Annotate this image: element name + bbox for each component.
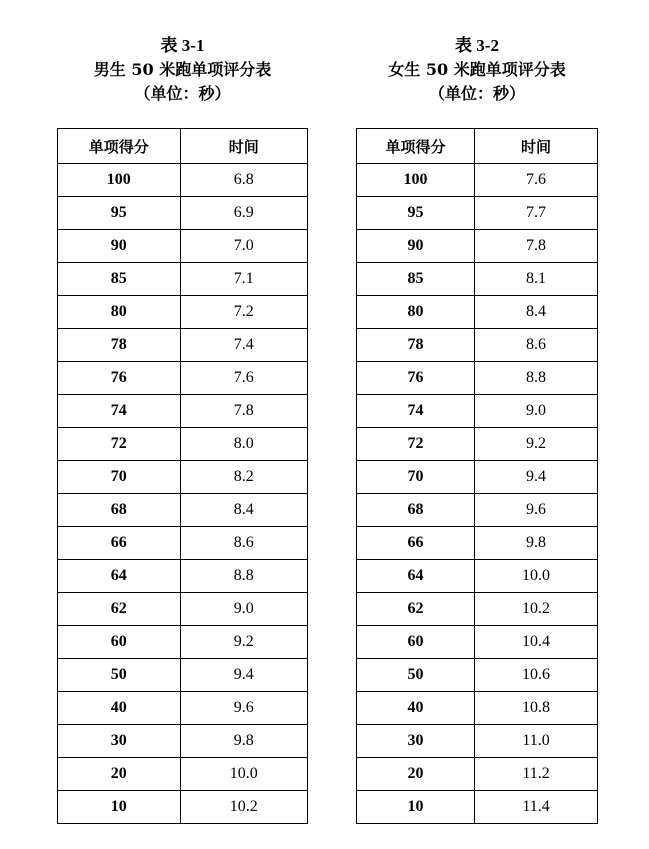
table-row: [58, 164, 308, 197]
table-caption: [57, 34, 308, 106]
time-cell: 9.4: [180, 659, 308, 692]
table-header-row: [357, 129, 598, 164]
table-row: [357, 197, 598, 230]
score-cell: 70: [58, 461, 181, 494]
score-cell: 78: [58, 329, 181, 362]
table-row: [357, 791, 598, 824]
table-unit: （单位：秒）: [134, 84, 231, 103]
score-cell: 68: [58, 494, 181, 527]
table-row: [357, 461, 598, 494]
table-number: 表 3-2: [455, 36, 499, 55]
score-cell: 20: [357, 758, 475, 791]
score-cell: 62: [58, 593, 181, 626]
time-cell: 11.4: [475, 791, 598, 824]
time-cell: 7.6: [180, 362, 308, 395]
table-row: [58, 692, 308, 725]
table-title: 女生 50 米跑单项评分表: [388, 60, 566, 79]
score-table: [356, 128, 598, 824]
time-cell: 7.0: [180, 230, 308, 263]
table-row: [58, 197, 308, 230]
score-cell: 66: [58, 527, 181, 560]
time-cell: 8.8: [180, 560, 308, 593]
header-score: 单项得分: [357, 129, 475, 164]
time-cell: 10.4: [475, 626, 598, 659]
time-cell: 7.4: [180, 329, 308, 362]
score-cell: 72: [357, 428, 475, 461]
score-cell: 40: [58, 692, 181, 725]
table-row: [357, 494, 598, 527]
table-row: [357, 296, 598, 329]
table-row: [58, 593, 308, 626]
header-score: 单项得分: [58, 129, 181, 164]
score-cell: 95: [58, 197, 181, 230]
score-cell: 30: [58, 725, 181, 758]
table-row: [357, 659, 598, 692]
score-cell: 100: [357, 164, 475, 197]
time-cell: 9.4: [475, 461, 598, 494]
table-row: [357, 230, 598, 263]
table-row: [357, 428, 598, 461]
score-cell: 90: [357, 230, 475, 263]
header-time: 时间: [180, 129, 308, 164]
score-cell: 20: [58, 758, 181, 791]
score-cell: 74: [357, 395, 475, 428]
table-header-row: [58, 129, 308, 164]
score-cell: 50: [357, 659, 475, 692]
score-cell: 50: [58, 659, 181, 692]
time-cell: 7.2: [180, 296, 308, 329]
time-cell: 6.9: [180, 197, 308, 230]
time-cell: 11.0: [475, 725, 598, 758]
time-cell: 11.2: [475, 758, 598, 791]
time-cell: 7.8: [180, 395, 308, 428]
time-cell: 10.2: [180, 791, 308, 824]
table-row: [357, 362, 598, 395]
time-cell: 7.7: [475, 197, 598, 230]
table-row: [58, 626, 308, 659]
table-row: [357, 560, 598, 593]
time-cell: 8.1: [475, 263, 598, 296]
score-cell: 30: [357, 725, 475, 758]
score-cell: 76: [357, 362, 475, 395]
table-row: [357, 692, 598, 725]
table-row: [357, 758, 598, 791]
table-row: [357, 527, 598, 560]
time-cell: 8.6: [475, 329, 598, 362]
time-cell: 8.0: [180, 428, 308, 461]
score-cell: 80: [357, 296, 475, 329]
time-cell: 7.8: [475, 230, 598, 263]
score-cell: 64: [357, 560, 475, 593]
time-cell: 9.0: [475, 395, 598, 428]
table-row: [357, 626, 598, 659]
table-caption: [356, 34, 598, 106]
time-cell: 10.6: [475, 659, 598, 692]
score-cell: 85: [357, 263, 475, 296]
score-cell: 95: [357, 197, 475, 230]
time-cell: 9.2: [180, 626, 308, 659]
time-cell: 8.6: [180, 527, 308, 560]
score-cell: 64: [58, 560, 181, 593]
score-cell: 60: [58, 626, 181, 659]
time-cell: 9.2: [475, 428, 598, 461]
score-cell: 90: [58, 230, 181, 263]
table-row: [58, 659, 308, 692]
table-row: [58, 230, 308, 263]
table-block-male: [57, 34, 308, 815]
time-cell: 9.0: [180, 593, 308, 626]
table-row: [357, 329, 598, 362]
table-row: [58, 395, 308, 428]
score-cell: 80: [58, 296, 181, 329]
table-row: [357, 593, 598, 626]
table-row: [58, 560, 308, 593]
time-cell: 10.2: [475, 593, 598, 626]
table-row: [58, 791, 308, 824]
score-cell: 40: [357, 692, 475, 725]
time-cell: 7.6: [475, 164, 598, 197]
time-cell: 10.0: [475, 560, 598, 593]
table-row: [58, 461, 308, 494]
time-cell: 8.8: [475, 362, 598, 395]
table-row: [58, 329, 308, 362]
header-time: 时间: [475, 129, 598, 164]
time-cell: 9.6: [475, 494, 598, 527]
table-row: [357, 263, 598, 296]
table-row: [58, 725, 308, 758]
table-row: [58, 263, 308, 296]
time-cell: 10.8: [475, 692, 598, 725]
score-cell: 70: [357, 461, 475, 494]
time-cell: 8.2: [180, 461, 308, 494]
time-cell: 9.6: [180, 692, 308, 725]
time-cell: 9.8: [475, 527, 598, 560]
table-row: [357, 164, 598, 197]
score-cell: 10: [58, 791, 181, 824]
table-row: [58, 296, 308, 329]
table-row: [58, 758, 308, 791]
score-cell: 62: [357, 593, 475, 626]
score-cell: 76: [58, 362, 181, 395]
time-cell: 10.0: [180, 758, 308, 791]
time-cell: 9.8: [180, 725, 308, 758]
table-row: [58, 428, 308, 461]
score-table: [57, 128, 308, 824]
score-cell: 60: [357, 626, 475, 659]
score-cell: 72: [58, 428, 181, 461]
score-cell: 100: [58, 164, 181, 197]
score-cell: 66: [357, 527, 475, 560]
table-row: [58, 527, 308, 560]
time-cell: 6.8: [180, 164, 308, 197]
table-row: [58, 494, 308, 527]
score-cell: 10: [357, 791, 475, 824]
time-cell: 7.1: [180, 263, 308, 296]
score-cell: 78: [357, 329, 475, 362]
table-number: 表 3-1: [160, 36, 205, 55]
score-cell: 74: [58, 395, 181, 428]
table-unit: （单位：秒）: [428, 84, 525, 103]
time-cell: 8.4: [475, 296, 598, 329]
table-block-female: [356, 34, 598, 815]
time-cell: 8.4: [180, 494, 308, 527]
table-row: [357, 725, 598, 758]
table-title: 男生 50 米跑单项评分表: [93, 60, 272, 79]
score-cell: 68: [357, 494, 475, 527]
score-cell: 85: [58, 263, 181, 296]
table-row: [357, 395, 598, 428]
table-row: [58, 362, 308, 395]
